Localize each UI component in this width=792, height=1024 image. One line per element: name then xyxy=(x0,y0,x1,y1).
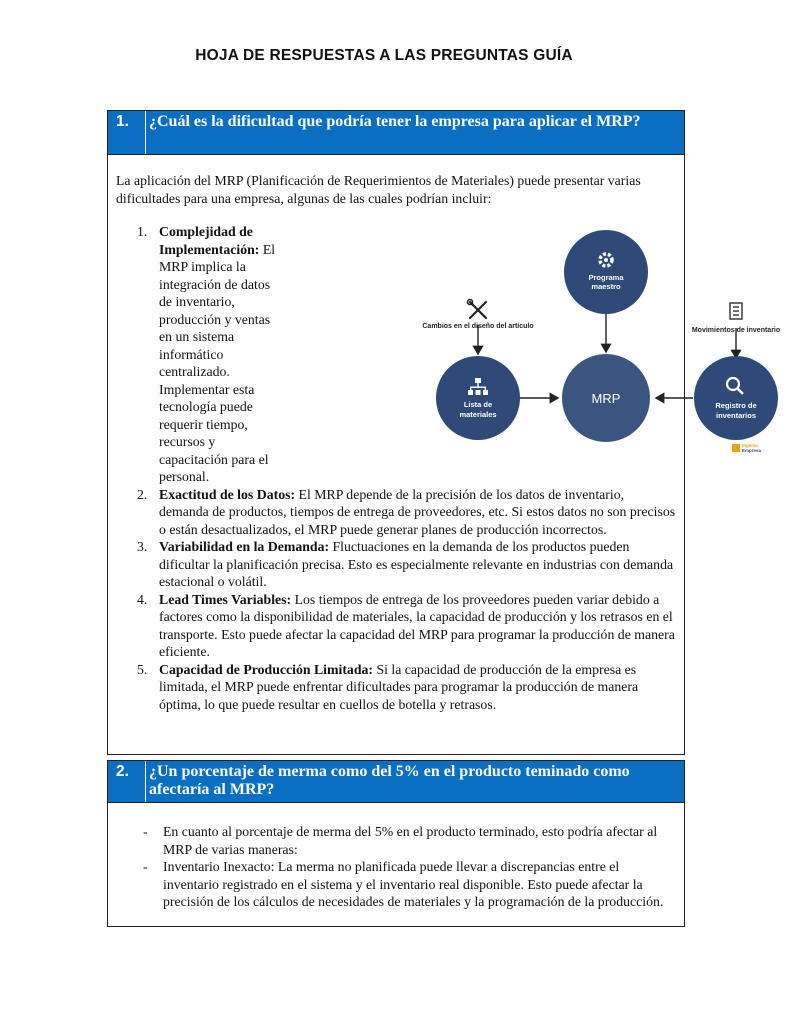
circle-programa-maestro xyxy=(564,230,648,314)
list-item-text: El MRP implica la integración de datos de inventario, producción y ventas en un sistema informático centralizado. Implementar esta tecnología puede requerir tiempo, recursos y capacitación para el personal. xyxy=(159,241,276,484)
mrp-label: MRP xyxy=(591,391,621,406)
question-2-answer xyxy=(108,803,684,911)
list-item-text: Si la capacidad de producción de la empresa es limitada, el MRP puede enfrentar dificultades para programar la producción de manera óptima, lo que puede resultar en cuellos de botella y retrasos. xyxy=(159,661,639,712)
list-item-title: Exactitud de los Datos: xyxy=(159,486,296,502)
logo-line2: Empresa xyxy=(742,448,762,453)
registro-line1: Registro de xyxy=(715,401,757,410)
list-item-text: Los tiempos de entrega de los proveedores pueden variar debido a factores como la disponibilidad de materiales, la capacidad de producción y los retrasos en el transporte. Esto puede afectar la capacidad del MRP para programar la producción de manera eficiente. xyxy=(159,591,675,659)
mrp-diagram xyxy=(410,224,792,456)
list-item: - Inventario Inexacto: La merma no planificada puede llevar a discrepancias entre el inventario registrado en el sistema y el inventario real disponible. Esto puede afectar la precisión de los cálculos de necesidades de materiales y la programación de la producción. xyxy=(143,859,664,909)
question-2-text: ¿Un porcentaje de merma como del 5% en el producto teminado como afectaría al MRP? xyxy=(149,763,630,798)
programa-line1: Programa xyxy=(588,273,624,282)
lista-line1: Lista de xyxy=(463,400,493,409)
list-item-text: Fluctuaciones en la demanda de los productos pueden dificultar la planificación precisa. Esto es especialmente relevante en industrias con demanda estacional o volátil. xyxy=(159,539,674,589)
circle-lista-materiales xyxy=(436,356,520,440)
list-item xyxy=(108,223,293,486)
list-item-title: Variabilidad en la Demanda: xyxy=(159,539,330,554)
list-item-number: 4. xyxy=(137,591,148,607)
list-item xyxy=(108,486,684,539)
page-title: HOJA DE RESPUESTAS A LAS PREGUNTAS GUÍA xyxy=(195,47,573,64)
tools-icon xyxy=(468,300,487,319)
list-item-title: Complejidad de Implementación: xyxy=(159,224,260,257)
list-item-number: 2. xyxy=(137,486,148,502)
question-2-number: 2. xyxy=(108,761,146,802)
list-item-number: 5. xyxy=(137,661,148,677)
circle-registro-inventarios xyxy=(694,356,778,440)
logo-line1: Ingenio xyxy=(742,443,758,448)
question-1-header xyxy=(108,111,684,155)
question-1-text: ¿Cuál es la dificultad que podría tener la empresa para aplicar el MRP? xyxy=(149,113,641,130)
label-movimientos-inventario: Movimientos de inventario xyxy=(691,327,781,334)
list-item-text: El MRP depende de la precisión de los datos de inventario, demanda de productos, tiempos de entrega de proveedores, etc. Si estos datos no son precisos o están desactualizados, el MRP puede generar planes de producción incorrectos. xyxy=(159,486,676,537)
list-item-title: Capacidad de Producción Limitada: xyxy=(159,661,373,677)
lista-line2: materiales xyxy=(459,410,497,419)
question-1-block xyxy=(107,110,781,755)
list-item xyxy=(108,661,684,714)
list-item xyxy=(108,538,684,591)
list-item-number: 3. xyxy=(137,539,148,554)
question-2-block xyxy=(107,760,685,927)
checklist-icon xyxy=(730,303,742,319)
merma-effects-list xyxy=(108,823,684,911)
question-1-number: 1. xyxy=(108,111,146,154)
bullet-text: En cuanto al porcentaje de merma del 5% en el producto terminado, esto podría afectar al MRP de varias maneras: xyxy=(163,824,658,857)
answer-1-intro: La aplicación del MRP (Planificación de Requerimientos de Materiales) puede presentar varias dificultades para una empresa, algunas de las cuales podrían incluir: xyxy=(116,173,641,206)
label-cambios-diseno: Cambios en el diseño del artículo xyxy=(422,323,534,330)
list-item xyxy=(108,591,684,661)
list-item-number: 1. xyxy=(137,224,148,239)
bullet-text: Inventario Inexacto: La merma no planificada puede llevar a discrepancias entre el inventario registrado en el sistema y el inventario real disponible. Esto puede afectar la precisión de los cálculos de necesidades de materiales y la programación de la producción. xyxy=(163,859,664,909)
programa-line2: maestro xyxy=(591,282,621,291)
registro-line2: inventarios xyxy=(715,411,757,420)
list-item-title: Lead Times Variables: xyxy=(159,591,292,607)
ingenio-logo xyxy=(732,443,762,453)
list-item: - En cuanto al porcentaje de merma del 5% en el producto terminado, esto podría afectar al MRP de varias maneras: xyxy=(143,824,658,857)
question-2-header xyxy=(108,761,684,803)
